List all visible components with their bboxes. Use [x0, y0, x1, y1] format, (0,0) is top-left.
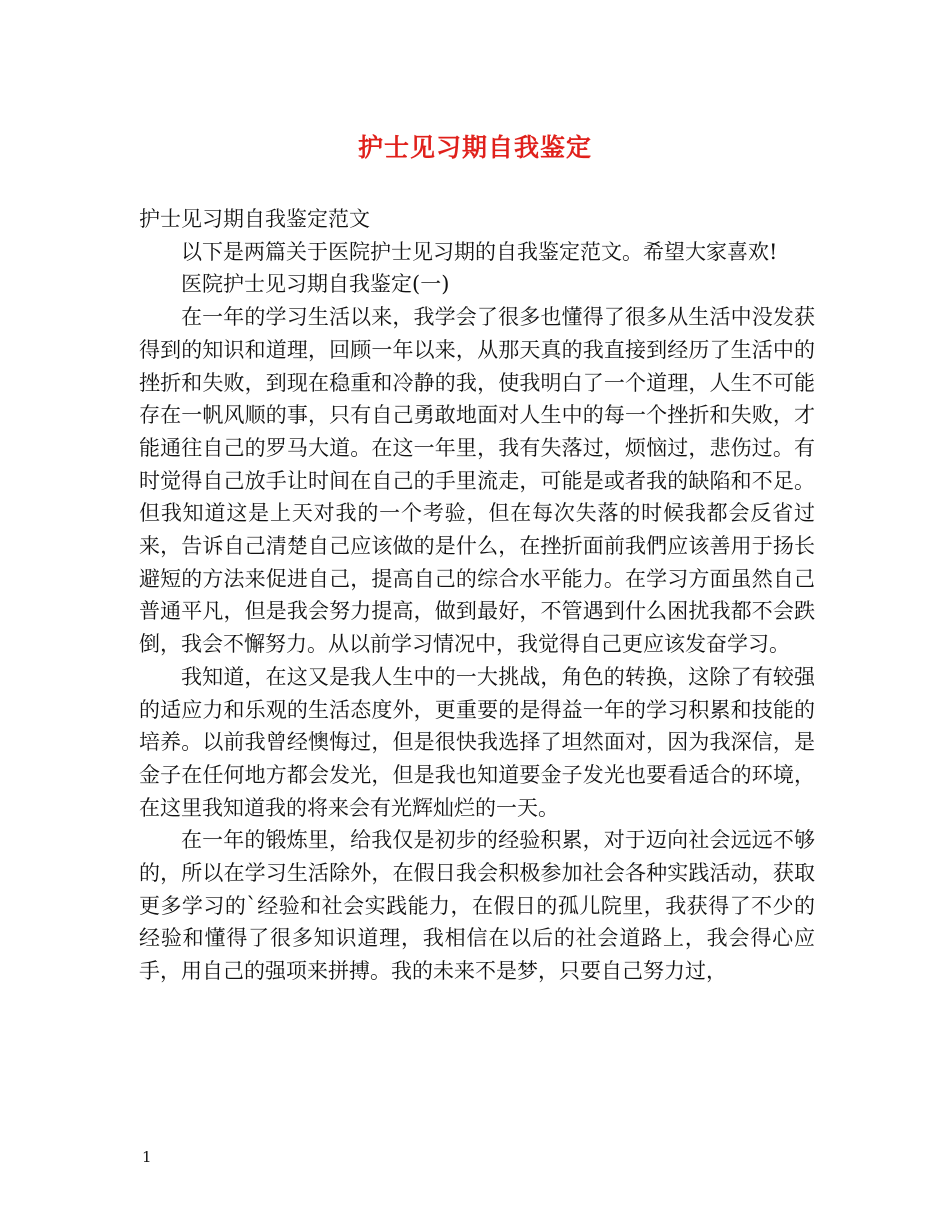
paragraph-section-heading: 医院护士见习期自我鉴定(一): [181, 272, 450, 297]
paragraph-body-3: 在一年的锻炼里，给我仅是初步的经验积累，对于迈向社会远远不够的，所以在学习生活除外，在假日我会积极参加社会各种实践活动，获取更多学习的`经验和社会实践能力，在假日的孤儿院里，我获得了不少的经验和懂得了很多知识道理，我相信在以后的社会道路上，我会得心应手，用自己的强项来拼搏。我的未来不是梦，只要自己努力过，: [139, 828, 815, 984]
document-body: [139, 203, 815, 988]
paragraph-body-2: 我知道，在这又是我人生中的一大挑战，角色的转换，这除了有较强的适应力和乐观的生活态度外，更重要的是得益一年的学习积累和技能的培养。以前我曾经懊悔过，但是很快我选择了坦然面对，因为我深信，是金子在任何地方都会发光，但是我也知道要金子发光也要看适合的环境，在这里我知道我的将来会有光辉灿烂的一天。: [139, 664, 815, 820]
page-number: 1: [142, 1148, 152, 1166]
paragraph-intro: 以下是两篇关于医院护士见习期的自我鉴定范文。希望大家喜欢!: [181, 239, 778, 264]
paragraph-subtitle: 护士见习期自我鉴定范文: [139, 207, 370, 231]
document-title: 护士见习期自我鉴定: [357, 133, 592, 162]
paragraph-body-1: 在一年的学习生活以来，我学会了很多也懂得了很多从生活中没发获得到的知识和道理，回顾一年以来，从那天真的我直接到经历了生活中的挫折和失败，到现在稳重和冷静的我，使我明白了一个道理，人生不可能存在一帆风顺的事，只有自己勇敢地面对人生中的每一个挫折和失败，才能通往自己的罗马大道。在这一年里，我有失落过，烦恼过，悲伤过。有时觉得自己放手让时间在自己的手里流走，可能是或者我的缺陷和不足。但我知道这是上天对我的一个考验，但在每次失落的时候我都会反省过来，告诉自己清楚自己应该做的是什么，在挫折面前我們应该善用于扬长避短的方法来促进自己，提高自己的综合水平能力。在学习方面虽然自己普通平凡，但是我会努力提高，做到最好，不管遇到什么困扰我都不会跌倒，我会不懈努力。从以前学习情况中，我觉得自己更应该发奋学习。: [139, 305, 815, 657]
